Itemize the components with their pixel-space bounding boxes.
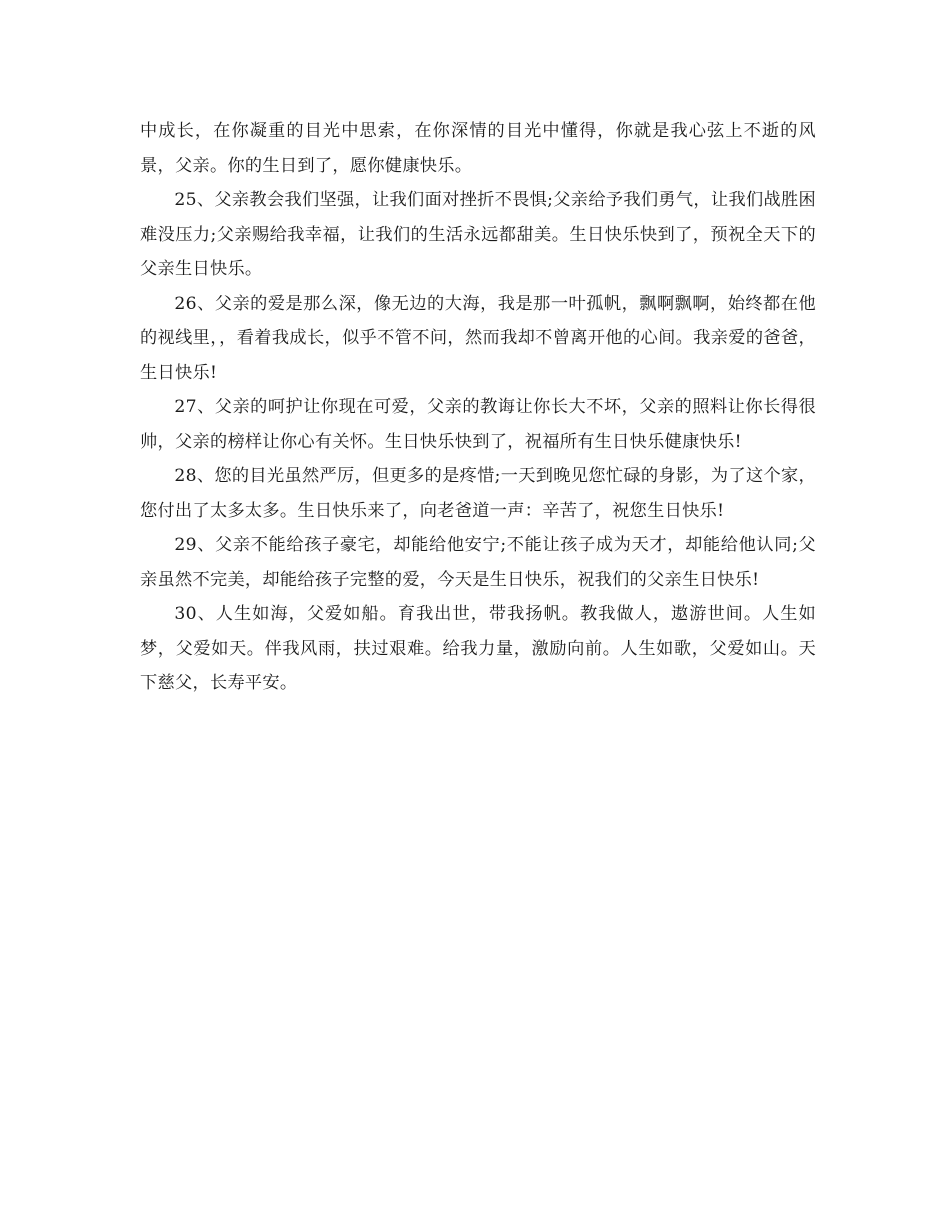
paragraph-item-28: 28、您的目光虽然严厉，但更多的是疼惜;一天到晚见您忙碌的身影，为了这个家，您付出了太多太多。生日快乐来了，向老爸道一声：辛苦了，祝您生日快乐! [140,466,816,521]
document-body [140,114,816,701]
paragraph-item-26: 26、父亲的爱是那么深，像无边的大海，我是那一叶孤帆，飘啊飘啊，始终都在他的视线里，，看着我成长，似乎不管不问，然而我却不曾离开他的心间。我亲爱的爸爸，生日快乐! [140,293,816,383]
paragraph-continuation: 中成长，在你凝重的目光中思索，在你深情的目光中懂得，你就是我心弦上不逝的风景，父亲。你的生日到了，愿你健康快乐。 [140,121,816,176]
paragraph-item-25: 25、父亲教会我们坚强，让我们面对挫折不畏惧;父亲给予我们勇气，让我们战胜困难没压力;父亲赐给我幸福，让我们的生活永远都甜美。生日快乐快到了，预祝全天下的父亲生日快乐。 [140,190,816,279]
paragraph-item-27: 27、父亲的呵护让你现在可爱，父亲的教诲让你长大不坏，父亲的照料让你长得很帅，父亲的榜样让你心有关怀。生日快乐快到了，祝福所有生日快乐健康快乐! [140,397,816,452]
paragraph-item-30: 30、人生如海，父爱如船。育我出世，带我扬帆。教我做人，遨游世间。人生如梦，父爱如天。伴我风雨，扶过艰难。给我力量，激励向前。人生如歌，父爱如山。天下慈父，长寿平安。 [140,604,816,693]
paragraph-item-29: 29、父亲不能给孩子豪宅，却能给他安宁;不能让孩子成为天才，却能给他认同;父亲虽然不完美，却能给孩子完整的爱，今天是生日快乐，祝我们的父亲生日快乐! [140,535,816,590]
